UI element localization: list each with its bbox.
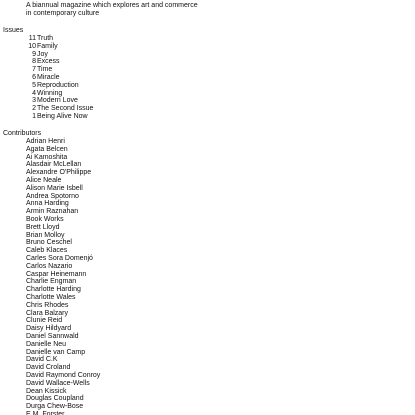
contributor-link[interactable]: Daniel Sannwald — [26, 332, 79, 340]
contributor-link[interactable]: Armin Raznahan — [26, 208, 79, 216]
tagline — [26, 2, 246, 18]
issue-title: Family — [37, 42, 58, 50]
issue-title: Winning — [37, 89, 63, 97]
issue-title: Truth — [37, 35, 54, 42]
contributor-link[interactable]: Charlotte Wales — [26, 293, 76, 301]
issue-number: 3 — [32, 97, 36, 105]
contributor-link[interactable]: Andrea Spotorno — [26, 192, 79, 200]
contributor-link[interactable]: David Raymond Conroy — [26, 371, 101, 379]
contributor-link[interactable]: Alasdair McLellan — [26, 161, 82, 169]
contributor-link[interactable]: Adrian Henri — [26, 138, 65, 145]
contributor-link[interactable]: Anna Harding — [26, 200, 69, 208]
issue-link[interactable] — [22, 113, 93, 121]
tagline-line-1: A biannual magazine which explores art and commerce — [26, 2, 198, 9]
contributors-list — [26, 138, 100, 415]
issue-number: 9 — [32, 50, 36, 58]
issue-number: 11 — [28, 35, 36, 42]
contributor-link[interactable]: Carles Sora Domenjó — [26, 254, 93, 262]
contributor-link[interactable]: Book Works — [26, 215, 64, 223]
issue-link[interactable] — [22, 90, 93, 98]
issue-title: Time — [37, 66, 53, 74]
issue-link[interactable] — [22, 43, 93, 51]
issue-number: 6 — [32, 73, 36, 81]
contributor-link[interactable]: Carlos Nazario — [26, 262, 73, 270]
issues-list — [22, 35, 93, 121]
issue-link[interactable] — [22, 82, 93, 90]
contributor-link[interactable]: Agata Belcen — [26, 145, 68, 153]
issue-title: Excess — [37, 58, 60, 66]
contributor-link[interactable]: Daisy Hildyard — [26, 325, 72, 333]
issue-number: 8 — [32, 58, 36, 66]
tagline-line-2: in contemporary culture — [26, 10, 100, 18]
issue-title: Joy — [37, 50, 48, 58]
issue-number: 2 — [32, 105, 36, 113]
issue-title: Being Alive Now — [37, 112, 88, 120]
contributor-link[interactable]: Douglas Coupland — [26, 395, 84, 403]
contributor-link[interactable]: Brett Lloyd — [26, 223, 60, 231]
contributor-link[interactable]: Charlie Engman — [26, 278, 77, 286]
issues-heading: Issues — [3, 27, 24, 34]
issue-title: Modern Love — [37, 97, 78, 105]
contributor-link[interactable]: David C.K — [26, 356, 58, 364]
contributor-link[interactable]: Dean Kissick — [26, 387, 67, 395]
issue-link[interactable] — [22, 105, 93, 113]
issue-number: 4 — [32, 89, 36, 97]
contributor-link[interactable]: Durga Chew-Bose — [26, 403, 84, 411]
contributor-link[interactable]: Caspar Heinemann — [26, 270, 87, 278]
issue-title: Reproduction — [37, 81, 79, 89]
contributor-link[interactable]: David Wallace-Wells — [26, 379, 90, 387]
contributors-heading: Contributors — [3, 130, 42, 137]
contributor-link[interactable]: Charlotte Harding — [26, 286, 81, 294]
contributor-link[interactable]: Brian Molloy — [26, 231, 65, 239]
contributor-link[interactable]: Bruno Ceschel — [26, 239, 72, 247]
contributor-link[interactable]: Alice Neale — [26, 176, 62, 184]
issue-number: 7 — [32, 66, 36, 74]
contributor-link[interactable]: Alison Marie Isbell — [26, 184, 83, 192]
issue-link[interactable] — [22, 97, 93, 105]
issue-number: 1 — [32, 112, 36, 120]
issue-number: 5 — [32, 81, 36, 89]
contributor-link[interactable]: Danielle Neu — [26, 340, 67, 348]
issue-title: The Second Issue — [37, 105, 94, 113]
contributor-link[interactable]: Chris Rhodes — [26, 301, 69, 309]
issue-link[interactable] — [22, 74, 93, 82]
issue-link[interactable] — [22, 35, 93, 43]
issue-link[interactable] — [22, 58, 93, 66]
contributor-link[interactable]: E.M. Forster — [26, 410, 65, 415]
contributor-link[interactable]: Ai Kamoshita — [26, 153, 68, 161]
contributor-link[interactable]: Danielle van Camp — [26, 348, 86, 356]
issue-link[interactable] — [22, 66, 93, 74]
contributor-link[interactable]: Caleb Klaces — [26, 247, 68, 255]
issue-number: 10 — [28, 42, 36, 50]
contributor-link[interactable]: Clunie Reid — [26, 317, 63, 325]
contributor-link[interactable]: David Croland — [26, 364, 71, 372]
issue-title: Miracle — [37, 73, 60, 81]
contributor-link[interactable]: Alexandre O'Philippe — [26, 169, 92, 177]
issue-link[interactable] — [22, 51, 93, 59]
contributor-link[interactable]: Clara Balzary — [26, 309, 69, 317]
